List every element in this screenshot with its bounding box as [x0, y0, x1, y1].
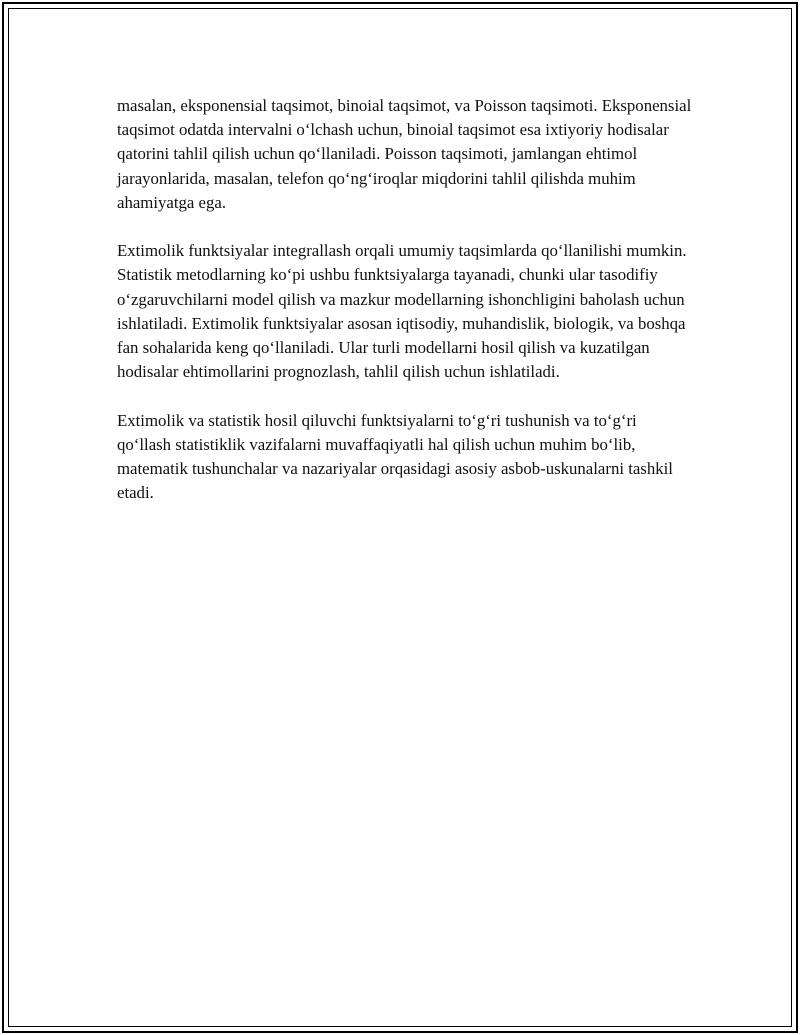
- body-paragraph-3: Extimolik va statistik hosil qiluvchi funktsiyalarni to‘g‘ri tushunish va to‘g‘ri qo‘llash statistiklik vazifalarni muvaffaqiyatli hal qilish uchun muhim bo‘lib, matematik tushunchalar va nazariyalar orqasidagi asosiy asbob-uskunalarni tashkil etadi.: [117, 410, 673, 503]
- body-paragraph-1: masalan, eksponensial taqsimot, binoial taqsimot, va Poisson taqsimoti. Eksponensial taqsimot odatda intervalni o‘lchash uchun, binoial taqsimot esa ixtiyoriy hodisalar qatorini tahlil qilish uchun qo‘llaniladi. Poisson taqsimoti, jamlangan ehtimol jarayonlarida, masalan, telefon qo‘ng‘iroqlar miqdorini tahlil qilishda muhim ahamiyatga ega.: [117, 96, 692, 212]
- body-paragraph-2: Extimolik funktsiyalar integrallash orqali umumiy taqsimlarda qo‘llanilishi mumkin. Statistik metodlarning ko‘pi ushbu funktsiyalarga tayanadi, chunki ular tasodifiy o‘zgaruvchilarni model qilish va mazkur modellarning ishonchligini baholash uchun ishlatiladi. Extimolik funktsiyalar asosan iqtisodiy, muhandislik, biologik, va boshqa fan sohalarida keng qo‘llaniladi. Ular turli modellarni hosil qilish va kuzatilgan hodisalar ehtimollarini prognozlash, tahlil qilish uchun ishlatiladi.: [117, 241, 687, 382]
- document-body: [117, 94, 692, 530]
